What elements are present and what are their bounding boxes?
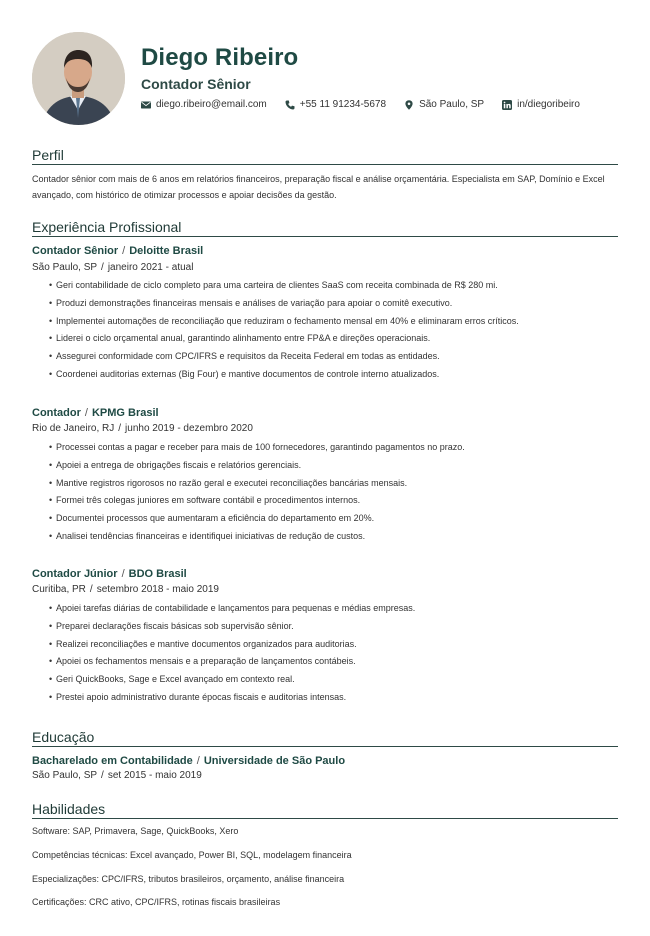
avatar (32, 32, 125, 125)
job-bullets (49, 600, 609, 707)
job-period: junho 2019 - dezembro 2020 (125, 423, 253, 434)
resume-header (32, 32, 618, 126)
list-item: • Geri QuickBooks, Sage e Excel avançado em contexto real. (49, 671, 609, 689)
list-item: • Liderei o ciclo orçamental anual, garantindo alinhamento entre FP&A e direções operacionais. (49, 330, 609, 348)
candidate-name: Diego Ribeiro (141, 44, 299, 71)
contact-linkedin-text: in/diegoribeiro (517, 99, 580, 110)
list-item: • Documentei processos que aumentaram a eficiência do departamento em 20%. (49, 510, 609, 528)
experience-heading: Experiência Profissional (32, 219, 618, 237)
phone-icon (285, 100, 295, 110)
education-heading-line (32, 755, 345, 767)
list-item: • Formei três colegas juniores em software contábil e procedimentos internos. (49, 492, 609, 510)
profile-text: Contador sênior com mais de 6 anos em relatórios financeiros, preparação fiscal e análise orçamentária. Especialista em SAP, Domínio e Excel avançado, com histórico de otimizar processos e apoiar decisões da gestão. (32, 174, 605, 200)
education-school: Universidade de São Paulo (203, 755, 346, 767)
job-period: setembro 2018 - maio 2019 (96, 584, 219, 595)
separator: / (121, 568, 125, 580)
job-location: Rio de Janeiro, RJ (32, 423, 115, 434)
list-item: • Processei contas a pagar e receber para mais de 100 fornecedores, garantindo pagamentos no prazo. (49, 439, 609, 457)
job-period: janeiro 2021 - atual (107, 262, 194, 273)
skill-line: Especializações: CPC/IFRS, tributos brasileiros, orçamento, análise financeira (32, 874, 345, 884)
contact-phone[interactable] (285, 99, 386, 110)
list-item: • Produzi demonstrações financeiras mensais e análises de variação para apoiar o comitê executivo. (49, 295, 609, 313)
job-meta (32, 584, 219, 595)
job-heading (32, 568, 187, 580)
list-item: • Analisei tendências financeiras e identifiquei iniciativas de redução de custos. (49, 528, 609, 546)
list-item: • Apoiei a entrega de obrigações fiscais e relatórios gerenciais. (49, 457, 609, 475)
contact-email[interactable] (141, 99, 267, 110)
contact-location (404, 99, 484, 110)
contact-location-text: São Paulo, SP (419, 99, 485, 110)
job-role: Contador Sênior (32, 245, 119, 257)
candidate-title: Contador Sênior (141, 76, 251, 92)
separator: / (89, 584, 93, 595)
list-item: • Prestei apoio administrativo durante épocas fiscais e auditorias intensas. (49, 689, 609, 707)
separator: / (101, 262, 104, 273)
contact-list (141, 99, 598, 110)
job-bullets (49, 277, 609, 384)
skills-heading: Habilidades (32, 801, 618, 819)
list-item: • Geri contabilidade de ciclo completo para uma carteira de clientes SaaS com receita combinada de R$ 280 mi. (49, 277, 609, 295)
separator: / (122, 245, 126, 257)
email-icon (141, 100, 151, 110)
job-company: BDO Brasil (128, 568, 187, 580)
job-location: Curitiba, PR (32, 584, 86, 595)
list-item: • Preparei declarações fiscais básicas sob supervisão sênior. (49, 618, 609, 636)
separator: / (84, 407, 88, 419)
profile-heading: Perfil (32, 147, 618, 165)
contact-email-text: diego.ribeiro@email.com (156, 99, 267, 110)
separator: / (101, 770, 104, 781)
job-location: São Paulo, SP (32, 262, 98, 273)
skill-line: Software: SAP, Primavera, Sage, QuickBooks, Xero (32, 826, 239, 836)
list-item: • Apoiei tarefas diárias de contabilidade e lançamentos para pequenas e médias empresas. (49, 600, 609, 618)
job-company: KPMG Brasil (91, 407, 159, 419)
list-item: • Coordenei auditorias externas (Big Four) e mantive documentos de controle interno atualizados. (49, 366, 609, 384)
job-bullets (49, 439, 609, 546)
list-item: • Implementei automações de reconciliação que reduziram o fechamento mensal em 40% e eliminaram erros críticos. (49, 313, 609, 331)
avatar-portrait-icon (32, 32, 125, 125)
job-meta (32, 423, 253, 434)
job-meta (32, 262, 193, 273)
contact-phone-text: +55 11 91234-5678 (299, 99, 387, 110)
separator: / (118, 423, 122, 434)
list-item: • Assegurei conformidade com CPC/IFRS e requisitos da Receita Federal em todas as entidades. (49, 348, 609, 366)
contact-linkedin[interactable] (502, 99, 580, 110)
job-role: Contador Júnior (32, 568, 118, 580)
list-item: • Mantive registros rigorosos no razão geral e executei reconciliações bancárias mensais. (49, 475, 609, 493)
linkedin-icon (502, 100, 512, 110)
job-role: Contador (32, 407, 81, 419)
job-heading (32, 407, 159, 419)
list-item: • Apoiei os fechamentos mensais e a preparação de lançamentos contábeis. (49, 653, 609, 671)
skill-line: Certificações: CRC ativo, CPC/IFRS, rotinas fiscais brasileiras (32, 897, 281, 907)
job-heading (32, 245, 203, 257)
education-degree: Bacharelado em Contabilidade (32, 755, 193, 767)
education-meta (32, 770, 202, 781)
education-period: set 2015 - maio 2019 (107, 770, 202, 781)
list-item: • Realizei reconciliações e mantive documentos organizados para auditorias. (49, 636, 609, 654)
education-heading: Educação (32, 729, 618, 747)
separator: / (196, 755, 200, 767)
education-location: São Paulo, SP (32, 770, 98, 781)
location-icon (404, 100, 414, 110)
job-company: Deloitte Brasil (129, 245, 204, 257)
skill-line: Competências técnicas: Excel avançado, Power BI, SQL, modelagem financeira (32, 850, 352, 860)
